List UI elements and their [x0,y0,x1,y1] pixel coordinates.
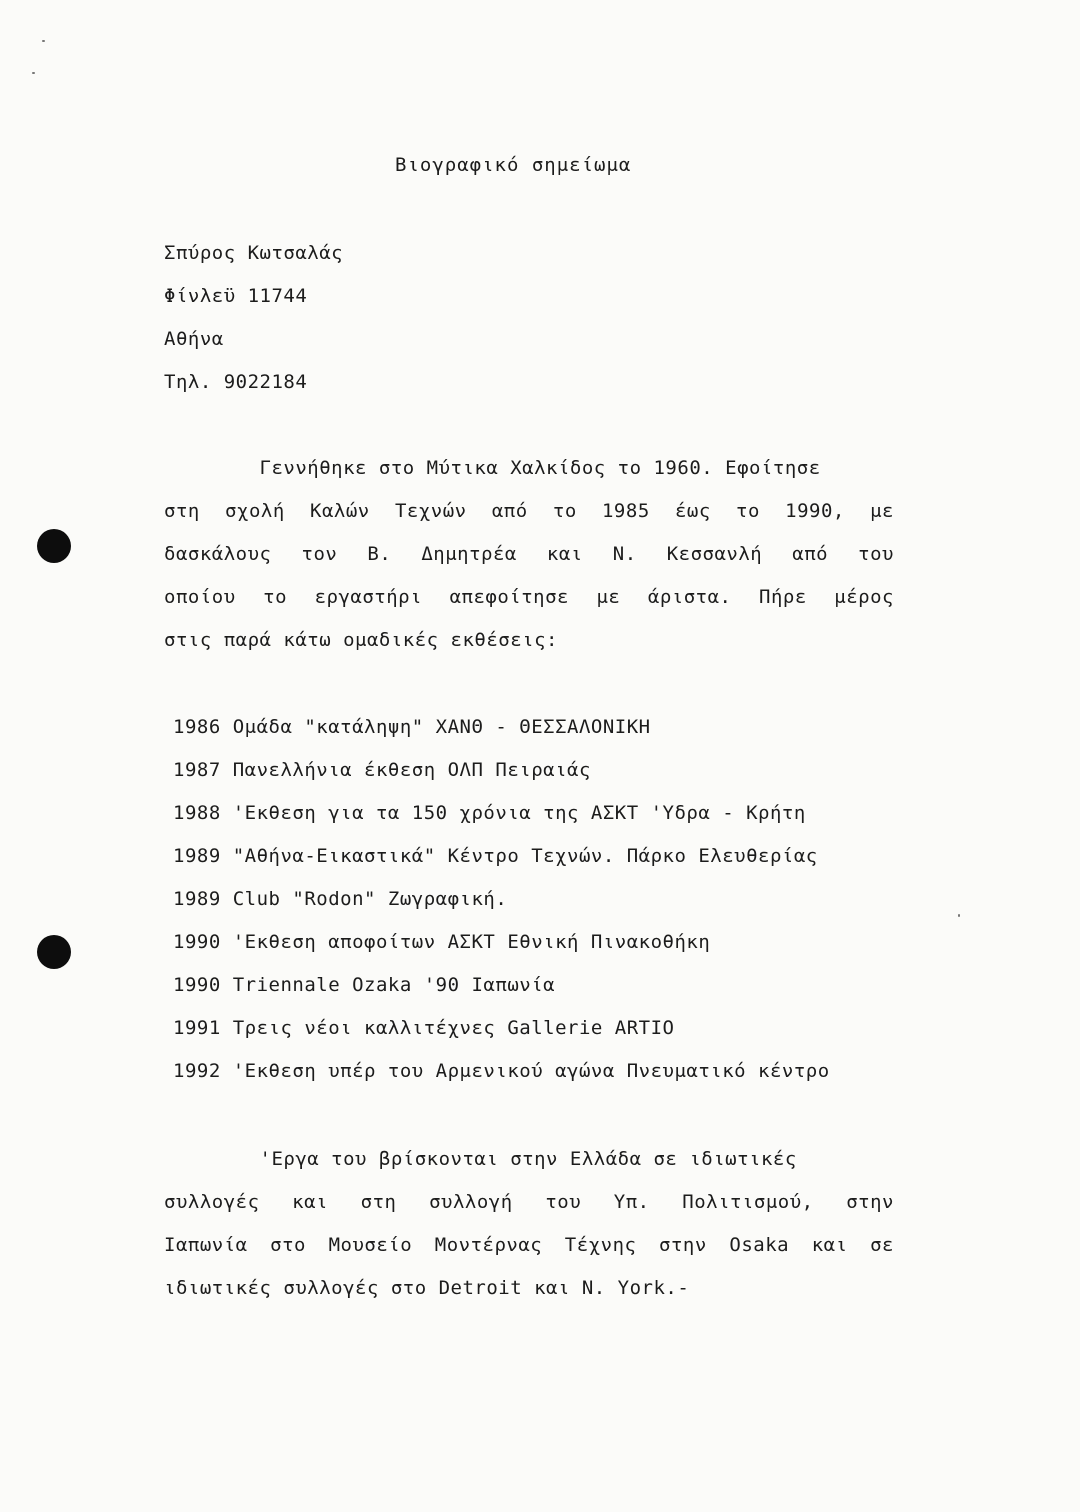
exhibition-year: 1988 [173,802,221,824]
exhibition-item [173,716,651,738]
exhibition-year: 1991 [173,1017,221,1039]
closing-line: συλλογές και στη συλλογή του Υπ. Πολιτισμού, στην [164,1191,894,1213]
scan-speck [32,72,35,74]
closing-line: 'Εργα του βρίσκονται στην Ελλάδα σε ιδιωτικές [164,1148,797,1170]
exhibition-year: 1990 [173,974,221,996]
exhibition-text: Τρεις νέοι καλλιτέχνες Gallerie ARTIO [232,1017,675,1039]
exhibition-item [173,1017,674,1039]
bio-line: Γεννήθηκε στο Μύτικα Χαλκίδος το 1960. Εφοίτησε [164,457,821,479]
exhibition-year: 1987 [173,759,221,781]
exhibition-text: Πανελλήνια έκθεση ΟΛΠ Πειραιάς [232,759,591,781]
exhibition-item [173,931,710,953]
scan-speck [42,40,45,42]
exhibition-year: 1990 [173,931,221,953]
exhibition-text: "Αθήνα-Εικαστικά" Κέντρο Τεχνών. Πάρκο Ελευθερίας [232,845,818,867]
bio-line: στη σχολή Καλών Τεχνών από το 1985 έως το 1990, με [164,500,894,522]
author-name: Σπύρος Κωτσαλάς [164,242,344,264]
document-title: Βιογραφικό σημείωμα [395,154,632,176]
exhibition-text: 'Εκθεση για τα 150 χρόνια της ΑΣΚΤ 'Υδρα - Κρήτη [232,802,806,824]
punch-hole-icon [37,529,71,563]
bio-line: δασκάλους τον Β. Δημητρέα και Ν. Κεσσανλή από του [164,543,894,565]
exhibition-text: Ομάδα "κατάληψη" ΧΑΝΘ - ΘΕΣΣΑΛΟΝΙΚΗ [232,716,651,738]
street-address: Φίνλεϋ 11744 [164,285,308,307]
exhibition-item [173,802,806,824]
exhibition-text: 'Εκθεση υπέρ του Αρμενικού αγώνα Πνευματικό κέντρο [232,1060,830,1082]
closing-line: Ιαπωνία στο Μουσείο Μοντέρνας Τέχνης στην Osaka και σε [164,1234,894,1256]
exhibition-item [173,759,591,781]
exhibition-item [173,1060,830,1082]
exhibition-item [173,845,818,867]
exhibition-year: 1992 [173,1060,221,1082]
bio-line: οποίου το εργαστήρι απεφοίτησε με άριστα. Πήρε μέρος [164,586,894,608]
punch-hole-icon [37,935,71,969]
closing-line: ιδιωτικές συλλογές στο Detroit και Ν. York.- [164,1277,690,1299]
exhibition-text: Club "Rodon" Ζωγραφική. [232,888,508,910]
exhibition-text: 'Εκθεση αποφοίτων ΑΣΚΤ Εθνική Πινακοθήκη [232,931,711,953]
phone-number: Τηλ. 9022184 [164,371,308,393]
exhibition-item [173,974,555,996]
exhibition-year: 1986 [173,716,221,738]
exhibition-item [173,888,507,910]
exhibition-text: Triennale Ozaka '90 Ιαπωνία [232,974,556,996]
exhibition-year: 1989 [173,845,221,867]
scan-speck [958,914,960,917]
bio-line: στις παρά κάτω ομαδικές εκθέσεις: [164,629,558,651]
city: Αθήνα [164,328,224,350]
exhibition-year: 1989 [173,888,221,910]
